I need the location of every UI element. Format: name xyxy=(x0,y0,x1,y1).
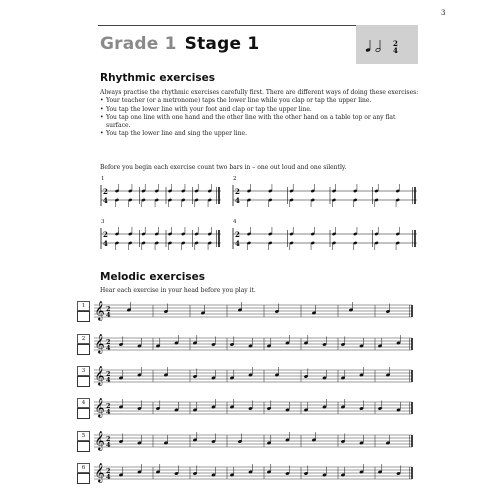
time-signature-top: 2 xyxy=(103,187,108,196)
melodic-exercise-number: 5 xyxy=(77,431,90,441)
rhythm-exercise-number: 4 xyxy=(233,219,237,225)
time-signature-top: 2 xyxy=(106,369,111,378)
melodic-exercise-number: 2 xyxy=(77,334,90,344)
grade-label: Grade 1 xyxy=(100,34,177,54)
time-signature-top: 2 xyxy=(106,337,111,346)
time-signature-bottom: 4 xyxy=(106,375,111,384)
melodic-instruction: Hear each exercise in your head before you play it. xyxy=(100,287,256,294)
rhythm-exercise-number: 2 xyxy=(233,176,237,182)
bullet-item: • Your teacher (or a metronome) taps the lower line while you clap or tap the upper line. xyxy=(100,97,420,105)
time-signature-bottom: 4 xyxy=(103,239,108,248)
rhythmic-heading: Rhythmic exercises xyxy=(100,72,215,84)
time-signature-bottom: 4 xyxy=(106,440,111,449)
treble-clef-icon: 𝄞 xyxy=(94,366,105,386)
svg-text:2: 2 xyxy=(393,39,398,48)
time-signature-top: 2 xyxy=(235,187,240,196)
time-signature-bottom: 4 xyxy=(106,310,111,319)
rhythmic-intro-text: Always practise the rhythmic exercises carefully first. There are different ways of doing these exercises: xyxy=(100,89,419,96)
count-in-instruction: Before you begin each exercise count two bars in – one out loud and one silently. xyxy=(100,164,347,171)
time-signature-top: 2 xyxy=(106,466,111,475)
melodic-exercise-number: 3 xyxy=(77,366,90,376)
bullet-item: • You tap one line with one hand and the other line with the other hand on a table top or any flat surface. xyxy=(100,114,420,131)
time-signature-top: 2 xyxy=(106,304,111,313)
page-number: 3 xyxy=(441,9,446,17)
time-signature-top: 2 xyxy=(106,401,111,410)
time-signature-bottom: 4 xyxy=(106,407,111,416)
time-signature-top: 2 xyxy=(103,230,108,239)
melodic-exercise-number: 4 xyxy=(77,398,90,408)
time-signature-top: 2 xyxy=(106,434,111,443)
svg-text:4: 4 xyxy=(393,46,398,55)
bullet-item: • You tap the lower line and sing the upper line. xyxy=(100,130,420,138)
time-signature-bottom: 4 xyxy=(106,343,111,352)
melodic-heading: Melodic exercises xyxy=(100,271,206,283)
treble-clef-icon: 𝄞 xyxy=(94,431,105,451)
bullet-item: • You tap the lower line with your foot and clap or tap the upper line. xyxy=(100,106,420,114)
melodic-exercise-number: 1 xyxy=(77,301,90,311)
time-signature-bottom: 4 xyxy=(106,472,111,481)
time-signature-top: 2 xyxy=(235,230,240,239)
melodic-exercise-number: 6 xyxy=(77,463,90,473)
treble-clef-icon: 𝄞 xyxy=(94,334,105,354)
treble-clef-icon: 𝄞 xyxy=(94,301,105,321)
rhythm-exercise-number: 1 xyxy=(101,176,105,182)
treble-clef-icon: 𝄞 xyxy=(94,463,105,483)
time-signature-bottom: 4 xyxy=(235,239,240,248)
rhythm-exercise-number: 3 xyxy=(101,219,105,225)
time-signature-bottom: 4 xyxy=(235,196,240,205)
stage-label: Stage 1 xyxy=(184,34,260,54)
time-signature-bottom: 4 xyxy=(103,196,108,205)
treble-clef-icon: 𝄞 xyxy=(94,398,105,418)
